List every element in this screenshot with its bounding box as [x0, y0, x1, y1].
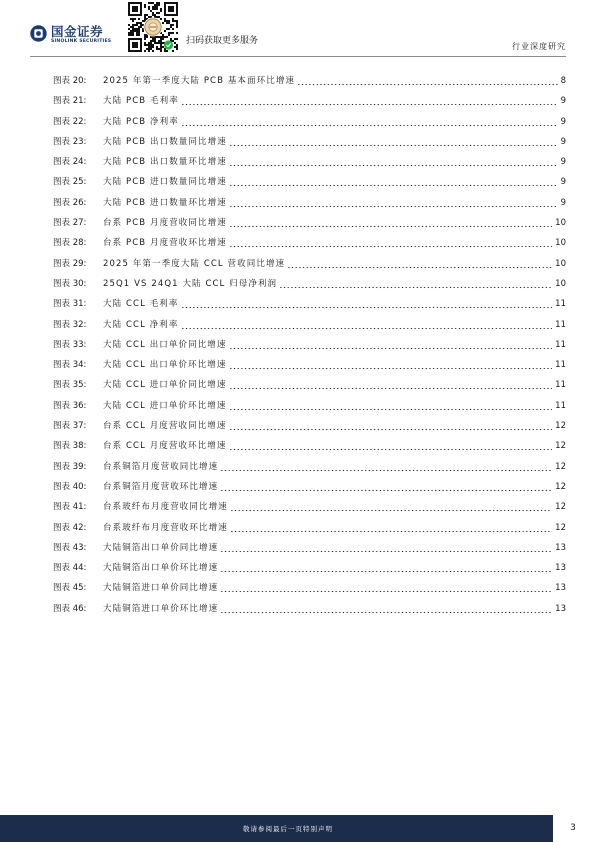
toc-entry[interactable]	[53, 238, 566, 258]
toc-entry-page: 10	[555, 278, 566, 289]
dot-leader	[229, 360, 553, 371]
dot-leader	[229, 441, 553, 452]
toc-entry-label: 图表 38:	[53, 441, 87, 452]
toc-entry-title: 大陆 PCB 进口数量环比增速	[103, 197, 227, 208]
toc-entry[interactable]	[53, 157, 566, 177]
dot-leader	[229, 380, 553, 391]
toc-entry[interactable]	[53, 218, 566, 238]
toc-entry-title: 大陆 PCB 毛利率	[103, 96, 179, 107]
dot-leader	[229, 421, 553, 432]
toc-entry-page: 9	[560, 197, 566, 208]
toc-entry-label: 图表 46:	[53, 603, 87, 614]
toc-entry[interactable]	[53, 76, 566, 96]
toc-entry-label: 图表 22:	[53, 116, 87, 127]
toc-entry[interactable]	[53, 299, 566, 319]
toc-entry-label: 图表 20:	[53, 76, 87, 86]
toc-entry-title: 台系 CCL 月度营收同比增速	[103, 421, 227, 432]
toc-entry-page: 12	[555, 441, 566, 452]
qr-code-icon[interactable]	[127, 1, 179, 53]
toc-entry-label: 图表 44:	[53, 563, 87, 574]
sinolink-logo-icon	[30, 25, 47, 42]
toc-entry-page: 9	[560, 96, 566, 107]
toc-entry-title: 大陆 CCL 净利率	[103, 319, 179, 330]
wechat-icon	[164, 40, 173, 49]
header-divider	[30, 56, 566, 57]
toc-entry[interactable]	[53, 198, 566, 218]
report-type: 行业深度研究	[512, 42, 566, 51]
toc-entry-label: 图表 26:	[53, 197, 87, 208]
toc-entry-title: 大陆 CCL 出口单价环比增速	[103, 360, 227, 371]
toc-entry[interactable]	[53, 360, 566, 380]
toc-entry[interactable]	[53, 462, 566, 482]
dot-leader	[287, 259, 552, 270]
toc-entry-page: 11	[555, 360, 566, 371]
dot-leader	[229, 401, 553, 412]
dot-leader	[220, 482, 552, 493]
toc-entry-page: 10	[555, 238, 566, 249]
toc-entry-title: 大陆 CCL 进口单价环比增速	[103, 400, 227, 411]
toc-entry-label: 图表 39:	[53, 461, 87, 472]
toc-entry-label: 图表 30:	[53, 278, 87, 289]
dot-leader	[229, 137, 558, 148]
toc-entry[interactable]	[53, 401, 566, 421]
toc-entry-title: 大陆铜箔进口单价环比增速	[103, 603, 219, 614]
toc-entry-title: 大陆铜箔出口单价环比增速	[103, 563, 219, 574]
dot-leader	[181, 320, 553, 331]
toc-entry-title: 大陆 PCB 进口数量同比增速	[103, 177, 227, 188]
toc-entry-title: 台系玻纤布月度营收环比增速	[103, 522, 228, 533]
toc-entry-label: 图表 37:	[53, 421, 87, 432]
toc-entry-title: 大陆 PCB 净利率	[103, 116, 179, 127]
toc-entry[interactable]	[53, 96, 566, 116]
toc-entry-title: 大陆铜箔出口单价同比增速	[103, 542, 219, 553]
toc-entry-title: 大陆 PCB 出口数量环比增速	[103, 157, 227, 168]
toc-entry-title: 大陆 CCL 进口单价同比增速	[103, 380, 227, 391]
dot-leader	[181, 299, 553, 310]
toc-entry-label: 图表 35:	[53, 380, 87, 391]
dot-leader	[229, 238, 552, 249]
dot-leader	[229, 340, 553, 351]
toc-entry[interactable]	[53, 583, 566, 603]
toc-entry-page: 8	[560, 76, 566, 86]
toc-entry-page: 13	[555, 563, 566, 574]
sinolink-logo	[30, 24, 122, 48]
toc-entry[interactable]	[53, 563, 566, 583]
dot-leader	[279, 279, 552, 290]
toc-entry-label: 图表 28:	[53, 238, 87, 249]
toc-entry-page: 9	[560, 157, 566, 168]
toc-entry-title: 大陆 CCL 毛利率	[103, 299, 179, 310]
toc-entry[interactable]	[53, 482, 566, 502]
toc-entry-page: 10	[555, 258, 566, 269]
toc-entry-page: 12	[555, 421, 566, 432]
page-number: 3	[570, 823, 576, 833]
toc-entry[interactable]	[53, 177, 566, 197]
footer-disclaimer: 敬请参阅最后一页特别声明	[243, 825, 333, 833]
toc-entry-page: 11	[555, 380, 566, 391]
toc-entry-title: 大陆铜箔进口单价同比增速	[103, 583, 219, 594]
toc-entry-label: 图表 23:	[53, 136, 87, 147]
toc-entry-title: 2025 年第一季度大陆 PCB 基本面环比增速	[103, 76, 296, 86]
toc-entry[interactable]	[53, 320, 566, 340]
toc-entry-label: 图表 41:	[53, 502, 87, 513]
toc-entry-title: 台系铜箔月度营收环比增速	[103, 481, 219, 492]
toc-entry-label: 图表 29:	[53, 258, 87, 269]
toc-entry-label: 图表 31:	[53, 299, 87, 310]
toc-entry[interactable]	[53, 117, 566, 137]
dot-leader	[220, 543, 552, 554]
dot-leader	[230, 523, 552, 534]
toc-entry-title: 台系玻纤布月度营收同比增速	[103, 502, 228, 513]
toc-entry-page: 11	[555, 319, 566, 330]
toc-entry-label: 图表 32:	[53, 319, 87, 330]
toc-entry-label: 图表 43:	[53, 542, 87, 553]
toc-entry[interactable]	[53, 441, 566, 461]
toc-entry-label: 图表 33:	[53, 339, 87, 350]
toc-entry-page: 12	[555, 461, 566, 472]
dot-leader	[181, 96, 558, 107]
toc-entry-page: 13	[555, 542, 566, 553]
toc-entry-label: 图表 42:	[53, 522, 87, 533]
toc-entry[interactable]	[53, 137, 566, 157]
toc-entry-page: 9	[560, 177, 566, 188]
toc-list	[53, 76, 566, 624]
toc-entry[interactable]	[53, 502, 566, 522]
toc-entry-label: 图表 25:	[53, 177, 87, 188]
dot-leader	[220, 583, 552, 594]
toc-entry[interactable]	[53, 279, 566, 299]
toc-entry-title: 2025 年第一季度大陆 CCL 营收同比增速	[103, 258, 286, 269]
toc-entry[interactable]	[53, 604, 566, 624]
toc-entry[interactable]	[53, 340, 566, 360]
toc-entry-page: 11	[555, 339, 566, 350]
toc-entry-title: 大陆 PCB 出口数量同比增速	[103, 136, 227, 147]
toc-entry-title: 台系 PCB 月度营收环比增速	[103, 238, 227, 249]
toc-entry-page: 13	[555, 603, 566, 614]
dot-leader	[297, 76, 558, 87]
toc-entry-label: 图表 34:	[53, 360, 87, 371]
toc-entry-label: 图表 36:	[53, 400, 87, 411]
dot-leader	[220, 604, 552, 615]
toc-entry-title: 台系铜箔月度营收同比增速	[103, 461, 219, 472]
dot-leader	[229, 157, 558, 168]
toc-entry-page: 12	[555, 502, 566, 513]
toc-entry-label: 图表 21:	[53, 96, 87, 107]
toc-entry[interactable]	[53, 380, 566, 400]
toc-entry-label: 图表 45:	[53, 583, 87, 594]
toc-entry-label: 图表 40:	[53, 481, 87, 492]
dot-leader	[230, 502, 552, 513]
toc-entry-title: 25Q1 VS 24Q1 大陆 CCL 归母净利润	[103, 278, 278, 289]
toc-entry-page: 12	[555, 522, 566, 533]
toc-entry-page: 10	[555, 218, 566, 229]
toc-entry-title: 大陆 CCL 出口单价同比增速	[103, 339, 227, 350]
toc-entry-page: 12	[555, 481, 566, 492]
toc-entry[interactable]	[53, 421, 566, 441]
toc-entry[interactable]	[53, 543, 566, 563]
toc-entry-page: 9	[560, 136, 566, 147]
dot-leader	[229, 198, 558, 209]
toc-entry-page: 9	[560, 116, 566, 127]
dot-leader	[229, 218, 552, 229]
toc-entry-label: 图表 27:	[53, 218, 87, 229]
dot-leader	[229, 177, 558, 188]
qr-caption: 扫码获取更多服务	[186, 36, 259, 46]
dot-leader	[181, 117, 558, 128]
toc-entry-page: 11	[555, 299, 566, 310]
toc-entry[interactable]	[53, 523, 566, 543]
toc-entry[interactable]	[53, 259, 566, 279]
toc-entry-title: 台系 CCL 月度营收环比增速	[103, 441, 227, 452]
dot-leader	[220, 462, 552, 473]
logo-name-en: SINOLINK SECURITIES	[51, 39, 112, 44]
toc-entry-title: 台系 PCB 月度营收同比增速	[103, 218, 227, 229]
toc-entry-label: 图表 24:	[53, 157, 87, 168]
logo-name-cn: 国金证券	[51, 24, 104, 39]
toc-entry-page: 13	[555, 583, 566, 594]
toc-entry-page: 11	[555, 400, 566, 411]
dot-leader	[220, 563, 552, 574]
